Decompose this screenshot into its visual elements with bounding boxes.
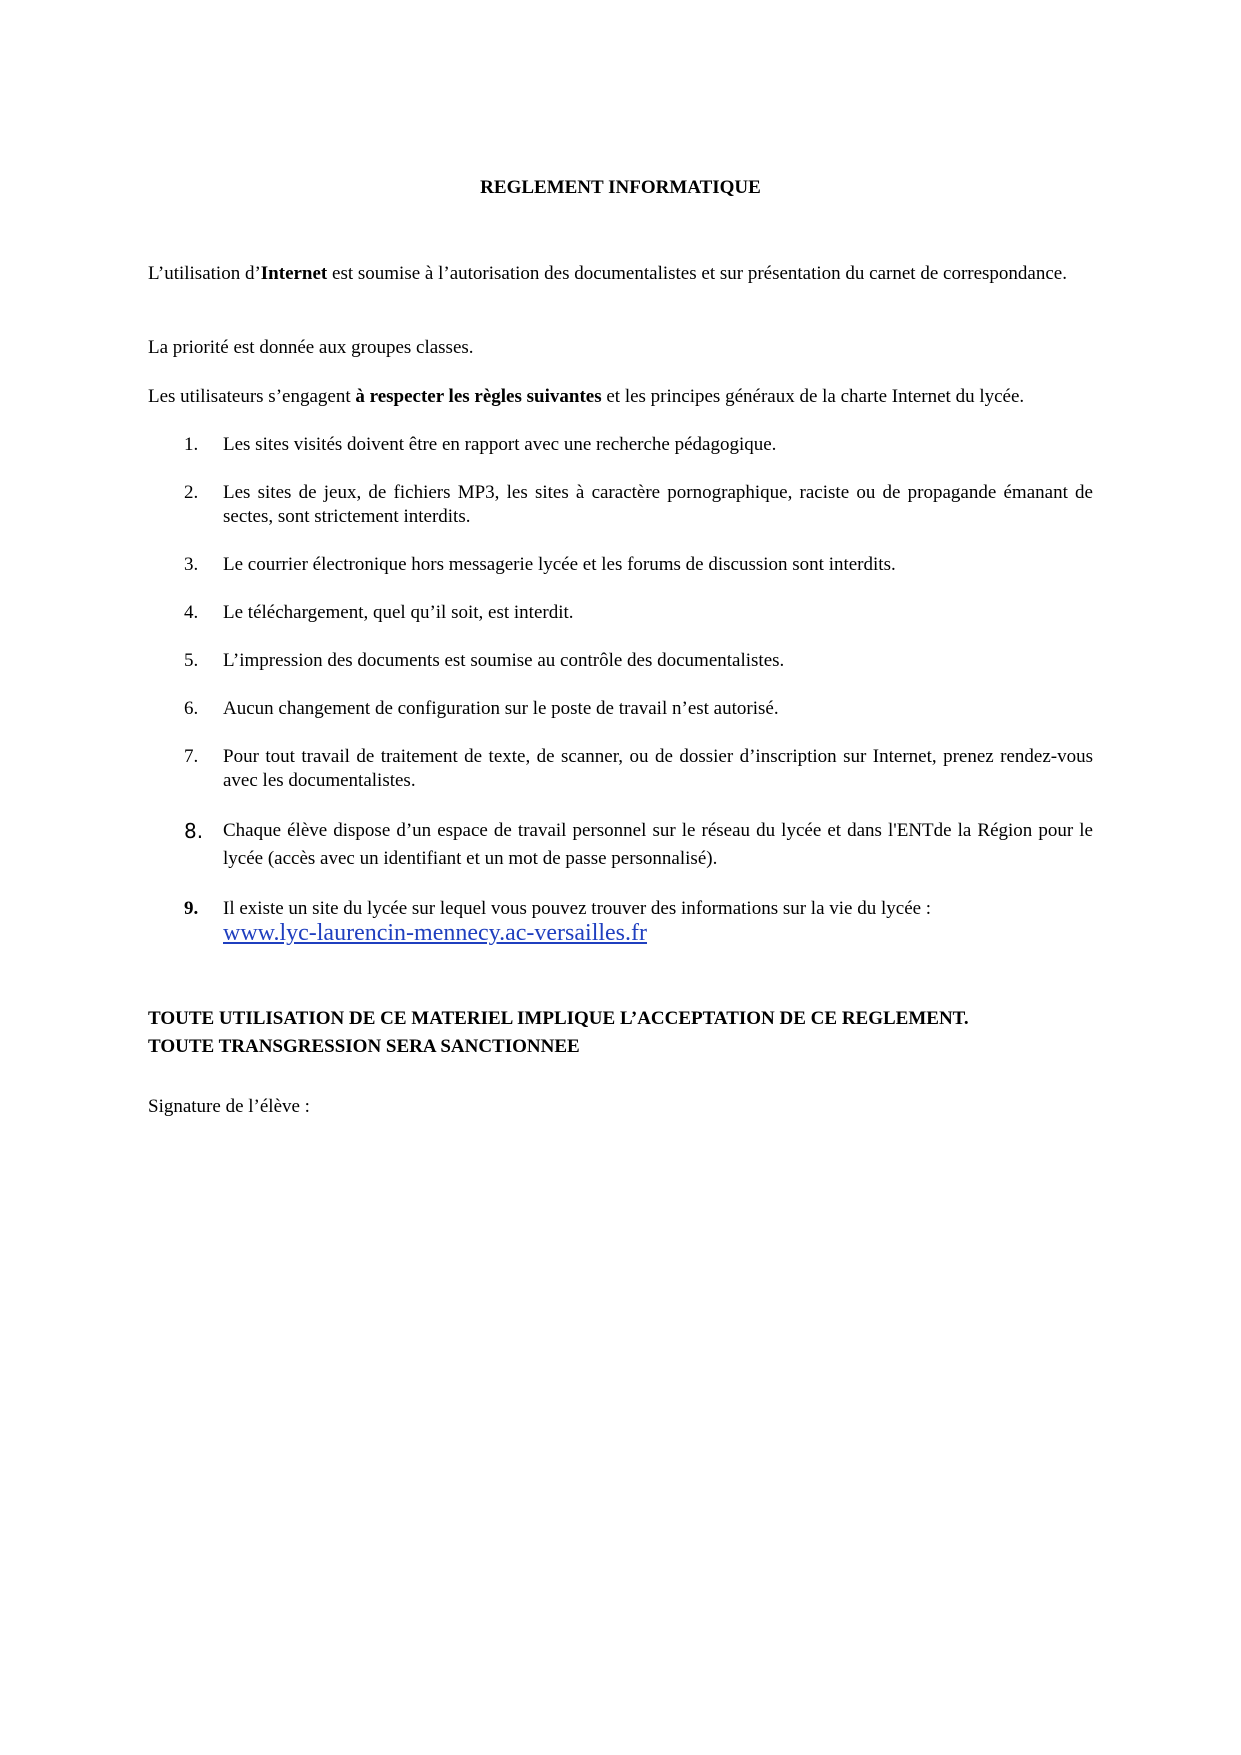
rule-number: 4. [184, 602, 199, 623]
engagement-paragraph [148, 385, 1093, 409]
intro-text-end: est soumise à l’autorisation des documentalistes et sur présentation du carnet de correspondance. [327, 263, 1067, 284]
rule-item [148, 481, 1093, 529]
rule-text: Chaque élève dispose d’un espace de travail personnel sur le réseau du lycée et dans l'ENTde la Région pour le lycée (accès avec un identifiant et un mot de passe personnalisé). [223, 820, 1093, 869]
rule-number: 5. [184, 650, 199, 671]
rule-number: 3. [184, 554, 199, 575]
rule-item [148, 601, 1093, 625]
rule-item [148, 697, 1093, 721]
intro-text-start: L’utilisation d’ [148, 263, 261, 284]
rule-text: Les sites visités doivent être en rapport avec une recherche pédagogique. [223, 434, 777, 455]
rule-text: Le courrier électronique hors messagerie lycée et les forums de discussion sont interdits. [223, 554, 896, 575]
rule-text: L’impression des documents est soumise au contrôle des documentalistes. [223, 650, 785, 671]
warning-notice [148, 1005, 1093, 1061]
rule-number: 7. [184, 746, 199, 767]
engagement-text-end: et les principes généraux de la charte Internet du lycée. [601, 386, 1025, 407]
rule-item [148, 433, 1093, 457]
rule-number: 1. [184, 434, 199, 455]
rule-text: Aucun changement de configuration sur le poste de travail n’est autorisé. [223, 698, 779, 719]
rule-text: Les sites de jeux, de fichiers MP3, les sites à caractère pornographique, raciste ou de propagande émanant de sectes, sont strictement interdits. [223, 482, 1093, 527]
rule-text: Pour tout travail de traitement de texte, de scanner, ou de dossier d’inscription sur Internet, prenez rendez-vous avec les documentalistes. [223, 746, 1093, 791]
rule-text: Le téléchargement, quel qu’il soit, est interdit. [223, 602, 574, 623]
rules-list [148, 433, 1093, 971]
rule-item [148, 553, 1093, 577]
school-website-link[interactable]: www.lyc-laurencin-mennecy.ac-versailles.fr [223, 920, 648, 946]
rule-item [148, 745, 1093, 793]
engagement-text-start: Les utilisateurs s’engagent [148, 386, 356, 407]
rule-item [148, 897, 1093, 947]
rule-item [148, 817, 1093, 873]
priority-paragraph: La priorité est donnée aux groupes classes. [148, 337, 474, 358]
rule-number: 8. [184, 819, 204, 843]
signature-label: Signature de l’élève : [148, 1096, 310, 1117]
warning-line-sanction: TOUTE TRANSGRESSION SERA SANCTIONNEE [148, 1036, 580, 1057]
rule-text: Il existe un site du lycée sur lequel vous pouvez trouver des informations sur la vie du lycée : [223, 898, 932, 919]
rule-number: 6. [184, 698, 199, 719]
document-title: REGLEMENT INFORMATIQUE [480, 177, 761, 198]
intro-paragraph [148, 262, 1093, 286]
rule-number: 9. [184, 898, 199, 919]
rule-number: 2. [184, 482, 199, 503]
rule-item [148, 649, 1093, 673]
warning-line-acceptance: TOUTE UTILISATION DE CE MATERIEL IMPLIQUE L’ACCEPTATION DE CE REGLEMENT. [148, 1008, 969, 1029]
engagement-bold-text: à respecter les règles suivantes [355, 386, 602, 407]
intro-bold-term: Internet [260, 263, 328, 284]
